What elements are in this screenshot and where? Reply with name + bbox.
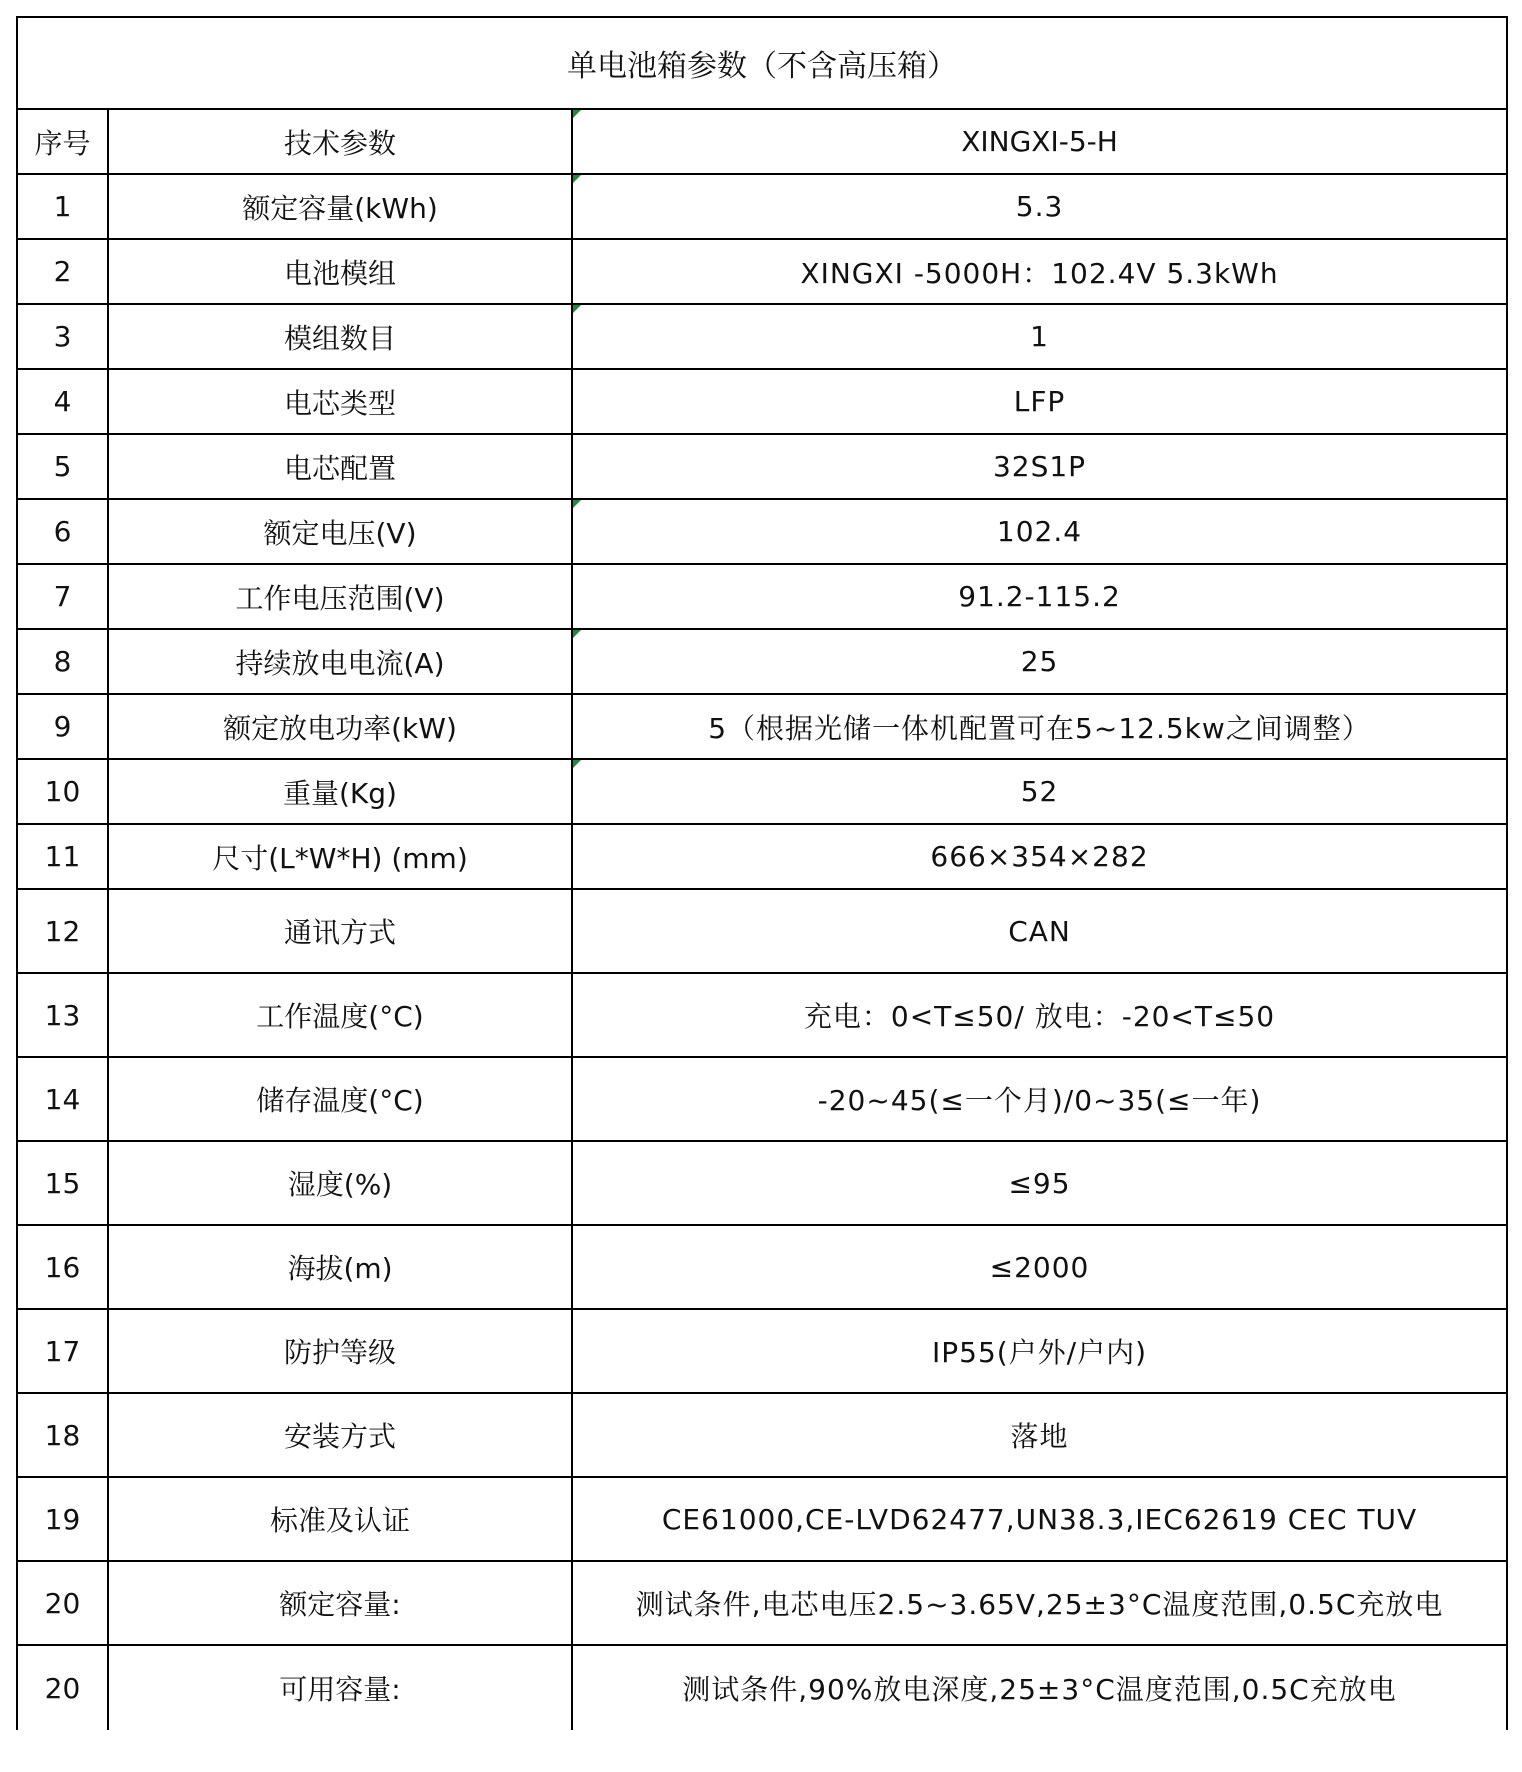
header-model: XINGXI-5-H [572,109,1507,174]
table-header-row [17,109,1507,174]
row-parameter-name: 持续放电电流(A) [108,629,572,694]
table-row [17,1141,1507,1225]
row-serial-number: 18 [17,1393,108,1477]
row-parameter-name: 工作电压范围(V) [108,564,572,629]
row-parameter-name: 电池模组 [108,239,572,304]
row-serial-number: 10 [17,759,108,824]
row-serial-number: 20 [17,1561,108,1645]
row-serial-number: 8 [17,629,108,694]
row-parameter-name: 标准及认证 [108,1477,572,1561]
row-parameter-value [572,174,1507,239]
row-parameter-value-text: 666×354×282 [930,840,1149,873]
table-row [17,889,1507,973]
row-parameter-value [572,1309,1507,1393]
row-parameter-name: 额定电压(V) [108,499,572,564]
row-parameter-value [572,629,1507,694]
row-parameter-value [572,1645,1507,1730]
row-parameter-name: 尺寸(L*W*H) (mm) [108,824,572,889]
row-parameter-value [572,694,1507,759]
row-parameter-value-text: 25 [1020,645,1059,678]
header-serial-number: 序号 [17,109,108,174]
row-parameter-name: 防护等级 [108,1309,572,1393]
row-parameter-value [572,973,1507,1057]
table-title-row [17,17,1507,109]
row-parameter-value-text: 充电：0<T≤50/ 放电：-20<T≤50 [803,1000,1276,1033]
table-title: 单电池箱参数（不含高压箱） [17,17,1507,109]
row-parameter-value [572,1393,1507,1477]
row-parameter-name: 海拔(m) [108,1225,572,1309]
table-row [17,1477,1507,1561]
table-row [17,1309,1507,1393]
row-parameter-value [572,1057,1507,1141]
table-row [17,434,1507,499]
table-row [17,499,1507,564]
table-row [17,973,1507,1057]
row-parameter-value-text: 102.4 [996,515,1083,548]
row-parameter-value [572,889,1507,973]
table-row [17,1225,1507,1309]
row-parameter-value-text: 1 [1030,320,1049,353]
header-technical-parameter: 技术参数 [108,109,572,174]
spec-sheet [16,16,1506,1730]
table-row [17,1393,1507,1477]
table-row [17,369,1507,434]
row-parameter-value [572,1561,1507,1645]
row-serial-number: 11 [17,824,108,889]
table-row [17,694,1507,759]
row-parameter-value [572,1225,1507,1309]
row-parameter-value-text: 32S1P [992,450,1087,483]
row-parameter-name: 电芯配置 [108,434,572,499]
row-serial-number: 5 [17,434,108,499]
row-parameter-value-text: ≤95 [1008,1166,1071,1200]
table-row [17,759,1507,824]
row-serial-number: 7 [17,564,108,629]
row-parameter-value-text: ≤2000 [989,1250,1090,1284]
row-parameter-name: 湿度(%) [108,1141,572,1225]
row-parameter-value-text: 5（根据光储一体机配置可在5~12.5kw之间调整） [708,711,1371,745]
table-row [17,239,1507,304]
row-parameter-value-text: 5.3 [1015,190,1064,223]
row-serial-number: 12 [17,889,108,973]
row-parameter-value-text: 52 [1020,775,1059,808]
row-parameter-value-text: 91.2-115.2 [958,580,1121,613]
row-parameter-value [572,759,1507,824]
row-serial-number: 6 [17,499,108,564]
table-row [17,1561,1507,1645]
table-row [17,1057,1507,1141]
row-parameter-value [572,434,1507,499]
row-parameter-value-text: IP55(户外/户内) [931,1336,1148,1369]
row-parameter-value-text: CAN [1008,914,1071,948]
table-row [17,564,1507,629]
row-parameter-value-text: LFP [1013,385,1066,418]
row-parameter-name: 安装方式 [108,1393,572,1477]
table-row [17,629,1507,694]
row-parameter-value-text: XINGXI -5000H：102.4V 5.3kWh [800,256,1279,290]
row-parameter-value [572,369,1507,434]
row-parameter-value [572,499,1507,564]
row-serial-number: 1 [17,174,108,239]
row-parameter-name: 通讯方式 [108,889,572,973]
row-parameter-value [572,1141,1507,1225]
table-row [17,304,1507,369]
row-parameter-name: 额定容量: [108,1561,572,1645]
row-parameter-name: 工作温度(°C) [108,973,572,1057]
row-serial-number: 13 [17,973,108,1057]
row-serial-number: 20 [17,1645,108,1730]
row-parameter-name: 电芯类型 [108,369,572,434]
row-parameter-name: 可用容量: [108,1645,572,1730]
row-parameter-value [572,824,1507,889]
row-parameter-value-text: 测试条件,电芯电压2.5~3.65V,25±3°C温度范围,0.5C充放电 [635,1588,1444,1621]
page-bottom-edge [16,1756,1506,1772]
row-parameter-value-text: -20~45(≤一个月)/0~35(≤一年) [817,1084,1262,1117]
row-parameter-value-text: 测试条件,90%放电深度,25±3°C温度范围,0.5C充放电 [682,1673,1397,1706]
battery-spec-table [16,16,1508,1730]
row-serial-number: 19 [17,1477,108,1561]
row-parameter-name: 额定放电功率(kW) [108,694,572,759]
row-serial-number: 2 [17,239,108,304]
row-parameter-value [572,564,1507,629]
row-parameter-value [572,304,1507,369]
table-row [17,1645,1507,1730]
row-parameter-name: 储存温度(°C) [108,1057,572,1141]
row-serial-number: 17 [17,1309,108,1393]
row-serial-number: 14 [17,1057,108,1141]
row-parameter-name: 额定容量(kWh) [108,174,572,239]
row-parameter-value [572,239,1507,304]
row-serial-number: 16 [17,1225,108,1309]
row-parameter-name: 重量(Kg) [108,759,572,824]
row-serial-number: 9 [17,694,108,759]
row-serial-number: 4 [17,369,108,434]
row-parameter-value [572,1477,1507,1561]
row-serial-number: 3 [17,304,108,369]
table-row [17,174,1507,239]
row-parameter-value-text: CE61000,CE-LVD62477,UN38.3,IEC62619 CEC TUV [661,1502,1418,1536]
row-parameter-name: 模组数目 [108,304,572,369]
table-row [17,824,1507,889]
row-parameter-value-text: 落地 [1010,1420,1069,1453]
row-serial-number: 15 [17,1141,108,1225]
